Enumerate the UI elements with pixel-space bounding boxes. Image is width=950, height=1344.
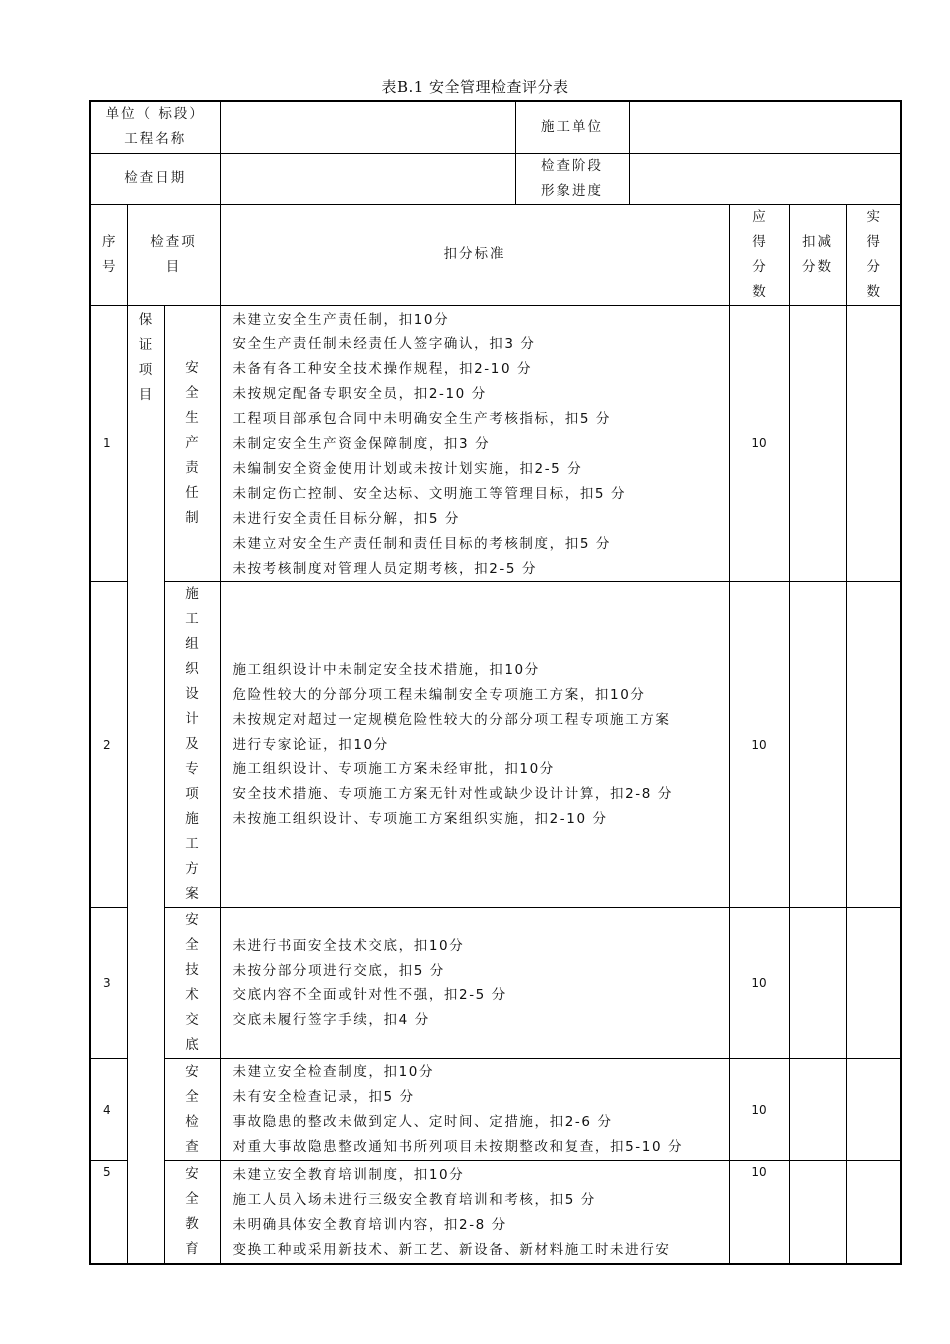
category-char: 育 bbox=[185, 1241, 199, 1258]
guarantee-char: 目 bbox=[138, 386, 153, 403]
criteria-line: 进行专家论证，扣10分 bbox=[232, 736, 389, 753]
criteria-line: 施工组织设计中未制定安全技术措施，扣10分 bbox=[232, 661, 540, 678]
category-char: 安 bbox=[185, 1166, 199, 1183]
col-due-char: 应 bbox=[752, 208, 766, 225]
category-char: 产 bbox=[185, 434, 199, 451]
category-char: 工 bbox=[185, 611, 199, 628]
row-actual-cell[interactable] bbox=[846, 1161, 901, 1264]
table-title: 表B.1 安全管理检查评分表 bbox=[381, 78, 569, 96]
category-char: 及 bbox=[185, 736, 199, 753]
criteria-line: 安全技术措施、专项施工方案无针对性或缺少设计计算，扣2-8 分 bbox=[232, 786, 673, 803]
category-char: 交 bbox=[185, 1012, 199, 1029]
category-char: 织 bbox=[185, 661, 199, 678]
criteria-line: 未制定安全生产资金保障制度，扣3 分 bbox=[232, 436, 491, 453]
category-char: 项 bbox=[185, 786, 199, 803]
row-actual-cell[interactable] bbox=[846, 305, 901, 582]
row-due-score: 10 bbox=[729, 305, 789, 582]
criteria-line: 施工组织设计、专项施工方案未经审批，扣10分 bbox=[232, 761, 555, 778]
criteria-line: 未有安全检查记录，扣5 分 bbox=[232, 1089, 415, 1106]
row-criteria bbox=[220, 1161, 729, 1264]
row-criteria bbox=[220, 305, 729, 582]
col-seq-char: 序 bbox=[102, 233, 116, 250]
row-category bbox=[164, 1161, 220, 1264]
category-char: 安 bbox=[185, 359, 199, 376]
row-actual-cell[interactable] bbox=[846, 1059, 901, 1161]
row-due-score: 10 bbox=[729, 1161, 789, 1264]
category-char: 技 bbox=[185, 962, 199, 979]
category-char: 设 bbox=[185, 686, 199, 703]
row-due-score: 10 bbox=[729, 908, 789, 1059]
row-seq: 4 bbox=[90, 1059, 127, 1161]
col-actual-char: 得 bbox=[866, 233, 881, 250]
criteria-line: 未建立对安全生产责任制和责任目标的考核制度，扣5 分 bbox=[232, 535, 611, 552]
category-char: 全 bbox=[185, 384, 199, 401]
criteria-line: 未进行书面安全技术交底，扣10分 bbox=[232, 937, 465, 954]
category-char: 安 bbox=[185, 912, 199, 929]
row-criteria bbox=[220, 1059, 729, 1161]
check-stage-label: 检查阶段 bbox=[541, 157, 604, 174]
row-actual-cell[interactable] bbox=[846, 908, 901, 1059]
criteria-line: 未编制安全资金使用计划或未按计划实施，扣2-5 分 bbox=[232, 460, 583, 477]
criteria-line: 未按规定配备专职安全员，扣2-10 分 bbox=[232, 386, 487, 403]
category-char: 教 bbox=[185, 1216, 199, 1233]
header-row-date bbox=[90, 153, 901, 204]
category-char: 施 bbox=[185, 811, 199, 828]
category-char: 方 bbox=[185, 861, 199, 878]
criteria-line: 事故隐患的整改未做到定人、定时间、定措施，扣2-6 分 bbox=[232, 1113, 613, 1130]
col-actual-char: 数 bbox=[866, 283, 881, 300]
criteria-line: 施工人员入场未进行三级安全教育培训和考核，扣5 分 bbox=[232, 1192, 596, 1209]
criteria-line: 未按施工组织设计、专项施工方案组织实施，扣2-10 分 bbox=[232, 811, 608, 828]
category-char: 计 bbox=[185, 711, 199, 728]
table-row bbox=[90, 582, 901, 908]
col-criteria-header: 扣分标准 bbox=[220, 204, 729, 305]
row-actual-cell[interactable] bbox=[846, 582, 901, 908]
criteria-line: 变换工种或采用新技术、新工艺、新设备、新材料施工时未进行安 bbox=[232, 1242, 671, 1259]
column-header-row bbox=[90, 204, 901, 305]
row-criteria bbox=[220, 908, 729, 1059]
construction-unit-value[interactable] bbox=[629, 101, 901, 153]
col-seq-char: 号 bbox=[102, 258, 116, 275]
criteria-line: 未备有各工种安全技术操作规程，扣2-10 分 bbox=[232, 361, 533, 378]
row-deduct-cell[interactable] bbox=[789, 305, 846, 582]
row-seq: 3 bbox=[90, 908, 127, 1059]
category-char: 安 bbox=[185, 1063, 199, 1080]
row-deduct-cell[interactable] bbox=[789, 1059, 846, 1161]
row-seq: 5 bbox=[90, 1161, 127, 1264]
table-row bbox=[90, 908, 901, 1059]
category-char: 查 bbox=[185, 1138, 199, 1155]
col-due-char: 分 bbox=[752, 258, 766, 275]
category-char: 检 bbox=[185, 1113, 199, 1130]
project-name-label: 工程名称 bbox=[124, 131, 187, 148]
criteria-line: 未进行安全责任目标分解，扣5 分 bbox=[232, 510, 460, 527]
guarantee-char: 证 bbox=[138, 336, 153, 353]
category-char: 全 bbox=[185, 1191, 199, 1208]
row-deduct-cell[interactable] bbox=[789, 1161, 846, 1264]
col-item-line: 检查项 bbox=[150, 233, 197, 250]
criteria-line: 对重大事故隐患整改通知书所列项目未按期整改和复查，扣5-10 分 bbox=[232, 1138, 684, 1155]
criteria-line: 工程项目部承包合同中未明确安全生产考核指标，扣5 分 bbox=[232, 411, 611, 428]
category-char: 责 bbox=[185, 459, 199, 476]
header-row-unit bbox=[90, 101, 901, 153]
row-due-score: 10 bbox=[729, 582, 789, 908]
criteria-line: 交底未履行签字手续，扣4 分 bbox=[232, 1012, 430, 1029]
row-seq: 1 bbox=[90, 305, 127, 582]
guarantee-char: 项 bbox=[138, 361, 153, 378]
table-row bbox=[90, 1161, 901, 1264]
row-category bbox=[164, 582, 220, 908]
category-char: 施 bbox=[185, 586, 199, 603]
col-actual-char: 实 bbox=[866, 208, 881, 225]
unit-label: 单位（ 标段） bbox=[105, 106, 205, 123]
row-category bbox=[164, 908, 220, 1059]
col-actual-char: 分 bbox=[866, 258, 881, 275]
criteria-line: 安全生产责任制未经责任人签字确认，扣3 分 bbox=[232, 336, 536, 353]
project-name-value[interactable] bbox=[220, 101, 515, 153]
criteria-line: 未明确具体安全教育培训内容，扣2-8 分 bbox=[232, 1217, 507, 1234]
criteria-line: 未按规定对超过一定规模危险性较大的分部分项工程专项施工方案 bbox=[232, 711, 671, 728]
category-char: 案 bbox=[185, 886, 199, 903]
stage-label-cell bbox=[515, 153, 629, 204]
category-char: 生 bbox=[185, 409, 199, 426]
criteria-line: 危险性较大的分部分项工程未编制安全专项施工方案，扣10分 bbox=[232, 686, 646, 703]
progress-label: 形象进度 bbox=[541, 182, 604, 199]
category-char: 制 bbox=[185, 509, 199, 526]
row-deduct-cell[interactable] bbox=[789, 582, 846, 908]
category-char: 专 bbox=[185, 761, 199, 778]
category-char: 任 bbox=[185, 484, 199, 501]
col-due-char: 数 bbox=[752, 283, 766, 300]
unit-label-cell bbox=[90, 101, 220, 153]
category-char: 术 bbox=[185, 987, 199, 1004]
row-due-score: 10 bbox=[729, 1059, 789, 1161]
col-item-line: 目 bbox=[165, 258, 182, 275]
criteria-line: 未建立安全检查制度，扣10分 bbox=[232, 1064, 435, 1081]
col-deduct-line: 分数 bbox=[802, 258, 834, 275]
inspection-score-table bbox=[89, 100, 902, 1265]
row-category bbox=[164, 305, 220, 582]
row-deduct-cell[interactable] bbox=[789, 908, 846, 1059]
guarantee-items-label bbox=[127, 305, 164, 1264]
criteria-line: 未建立安全教育培训制度，扣10分 bbox=[232, 1167, 465, 1184]
row-category bbox=[164, 1059, 220, 1161]
table-row bbox=[90, 305, 901, 582]
col-seq-header bbox=[90, 204, 127, 305]
category-char: 全 bbox=[185, 937, 199, 954]
check-date-label: 检查日期 bbox=[90, 153, 220, 204]
col-due-score-header bbox=[729, 204, 789, 305]
criteria-line: 未按分部分项进行交底，扣5 分 bbox=[232, 962, 445, 979]
table-row bbox=[90, 1059, 901, 1161]
construction-unit-label: 施工单位 bbox=[515, 101, 629, 153]
col-due-char: 得 bbox=[752, 233, 766, 250]
category-char: 组 bbox=[185, 636, 199, 653]
criteria-line: 未按考核制度对管理人员定期考核，扣2-5 分 bbox=[232, 560, 538, 577]
col-item-header bbox=[127, 204, 220, 305]
col-actual-score-header bbox=[846, 204, 901, 305]
row-seq: 2 bbox=[90, 582, 127, 908]
category-char: 底 bbox=[185, 1037, 199, 1054]
col-deduct-header bbox=[789, 204, 846, 305]
criteria-line: 未建立安全生产责任制，扣10分 bbox=[232, 311, 450, 328]
category-char: 工 bbox=[185, 836, 199, 853]
check-stage-value[interactable] bbox=[629, 153, 901, 204]
check-date-value[interactable] bbox=[220, 153, 515, 204]
row-criteria bbox=[220, 582, 729, 908]
guarantee-char: 保 bbox=[138, 311, 153, 328]
criteria-line: 交底内容不全面或针对性不强，扣2-5 分 bbox=[232, 987, 507, 1004]
criteria-line: 未制定伤亡控制、安全达标、文明施工等管理目标，扣5 分 bbox=[232, 485, 627, 502]
category-char: 全 bbox=[185, 1088, 199, 1105]
col-deduct-line: 扣减 bbox=[802, 233, 834, 250]
